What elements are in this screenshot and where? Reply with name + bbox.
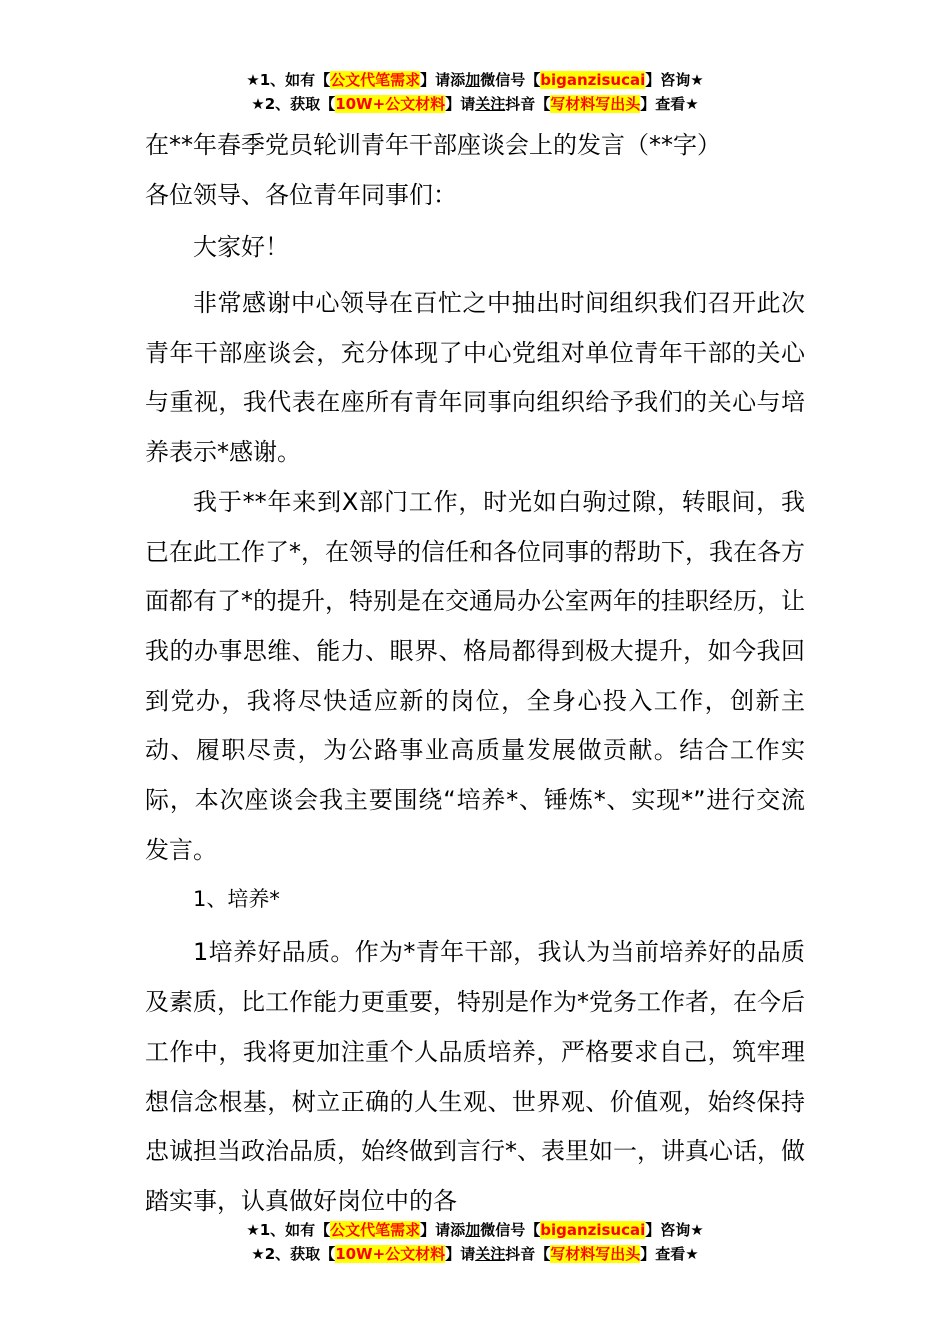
banner-highlight: biganzisucai bbox=[540, 1221, 646, 1239]
greeting: 大家好！ bbox=[193, 233, 289, 261]
banner-line-2 bbox=[0, 1242, 950, 1266]
banner-highlight: 写材料写出头 bbox=[550, 1245, 641, 1263]
banner-text: 加 bbox=[465, 71, 481, 89]
banner-text: 】请 bbox=[445, 1245, 476, 1263]
banner-highlight: biganzisucai bbox=[540, 71, 646, 89]
banner-text: ★1、如有【 bbox=[246, 71, 331, 89]
banner-text: ★2、获取【 bbox=[251, 95, 336, 113]
banner-text: 加 bbox=[465, 1221, 481, 1239]
banner-line-2 bbox=[0, 92, 950, 116]
banner-text: 微信号【 bbox=[480, 1221, 541, 1239]
banner-text: 】查看★ bbox=[640, 95, 699, 113]
banner-highlight: 10W+公文材料 bbox=[335, 1245, 446, 1263]
document-body bbox=[145, 130, 805, 1227]
paragraph: 非常感谢中心领导在百忙之中抽出时间组织我们召开此次青年干部座谈会，充分体现了中心党组对单位青年干部的关心与重视，我代表在座所有青年同事向组织给予我们的关心与培养表示*感谢。 bbox=[145, 289, 805, 467]
banner-text: 】咨询★ bbox=[645, 1221, 704, 1239]
banner-text: 抖音【 bbox=[505, 95, 551, 113]
document-title: 在**年春季党员轮训青年干部座谈会上的发言（**字） bbox=[145, 131, 721, 159]
banner-highlight: 公文代笔需求 bbox=[330, 1221, 421, 1239]
salutation: 各位领导、各位青年同事们： bbox=[145, 181, 457, 209]
banner-highlight: 10W+公文材料 bbox=[335, 95, 446, 113]
banner-line-1 bbox=[0, 68, 950, 92]
banner-text: 】请 bbox=[445, 95, 476, 113]
banner-line-1 bbox=[0, 1218, 950, 1242]
top-banner bbox=[0, 68, 950, 116]
banner-highlight: 公文代笔需求 bbox=[330, 71, 421, 89]
banner-text: 关注 bbox=[475, 1245, 506, 1263]
banner-text: 】咨询★ bbox=[645, 71, 704, 89]
banner-highlight: 写材料写出头 bbox=[550, 95, 641, 113]
banner-text: 微信号【 bbox=[480, 71, 541, 89]
banner-text: 】请添 bbox=[420, 71, 466, 89]
bottom-banner bbox=[0, 1218, 950, 1266]
banner-text: ★1、如有【 bbox=[246, 1221, 331, 1239]
banner-text: 关注 bbox=[475, 95, 506, 113]
banner-text: 】请添 bbox=[420, 1221, 466, 1239]
banner-text: 抖音【 bbox=[505, 1245, 551, 1263]
banner-text: 】查看★ bbox=[640, 1245, 699, 1263]
paragraph: 我于**年来到X部门工作，时光如白驹过隙，转眼间，我已在此工作了*，在领导的信任和各位同事的帮助下，我在各方面都有了*的提升，特别是在交通局办公室两年的挂职经历，让我的办事思维、能力、眼界、格局都得到极大提升，如今我回到党办，我将尽快适应新的岗位，全身心投入工作，创新主动、履职尽责，为公路事业高质量发展做贡献。结合工作实际，本次座谈会我主要围绕“培养*、锤炼*、实现*”进行交流发言。 bbox=[145, 487, 805, 864]
section-heading: 1、培养* bbox=[193, 887, 280, 912]
banner-text: ★2、获取【 bbox=[251, 1245, 336, 1263]
paragraph: 1培养好品质。作为*青年干部，我认为当前培养好的品质及素质，比工作能力更重要，特别是作为*党务工作者，在今后工作中，我将更加注重个人品质培养，严格要求自己，筑牢理想信念根基，树立正确的人生观、世界观、价值观，始终保持忠诚担当政治品质，始终做到言行*、表里如一，讲真心话，做踏实事，认真做好岗位中的各 bbox=[145, 938, 805, 1215]
